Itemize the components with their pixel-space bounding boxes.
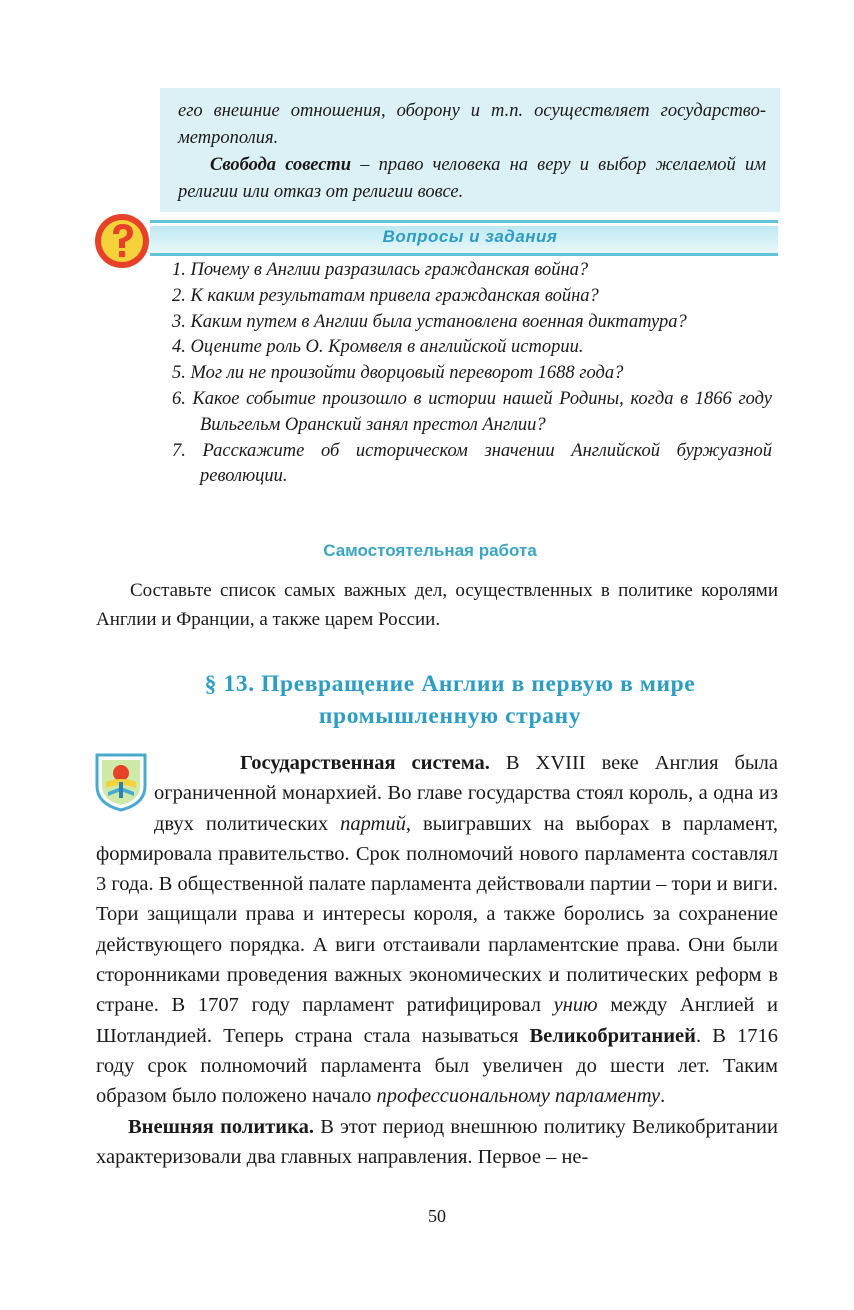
definition-continuation: его внешние отношения, оборону и т.п. осуществляет государство-метрополия. [178,101,766,148]
chapter-title-line2: промышленную страну [318,703,582,729]
paragraph-heading: Государственная система. [240,752,490,774]
questions-header-line-bottom [150,253,778,256]
freedom-of-conscience-definition [178,152,766,206]
independent-work-title: Самостоятельная работа [323,541,537,560]
definition-box [160,88,780,212]
paragraph-text: , выигравших на выборах в парламент, формировала правительство. Срок полномочий нового парламента составлял 3 года. В общественной палате парламента действовали партии – тори и виги. Тори защищали права и интересы короля, а также боролись за сохранение действующего порядка. А виги отстаивали парламентские права. Они были сторонниками проведения важных экономических и политических реформ в стране. В 1707 году парламент ратифицировал [96,812,779,1017]
definition-term: Свобода совести [210,155,352,175]
italic-term: партий [340,812,406,835]
question-item: 3. Каким путем в Англии была установлена военная диктатура? [172,311,687,332]
questions-list [172,258,772,490]
paragraph-state-system [96,748,778,1112]
questions-title: Вопросы и задания [382,227,558,246]
italic-term: профессиональному парламенту [376,1085,661,1108]
question-item: 4. Оцените роль О. Кромвеля в английской истории. [172,337,584,358]
question-mark-icon [92,212,156,270]
definition-text: – право человека на веру и выбор желаемой им религии или отказ от религии вовсе. [178,155,766,202]
italic-term: унию [553,994,598,1017]
paragraph-foreign-policy [96,1112,778,1173]
question-item: 5. Мог ли не произойти дворцовый переворот 1688 года? [172,363,624,384]
paragraph-heading: Внешняя политика. [128,1115,314,1138]
bold-term: Великобританией [529,1024,696,1047]
question-item: 6. Какое событие произошло в истории нашей Родины, когда в 1866 году Вильгельм Оранский занял престол Англии? [172,388,772,435]
question-item: 1. Почему в Англии разразилась гражданская война? [172,260,589,280]
paragraph-text: . В 1716 году срок полномочий парламента был увеличен до шести лет. Таким образом было положено начало [96,1024,778,1108]
paragraph-text: между Англией и Шотландией. Теперь страна стала называться [96,994,778,1047]
question-item: 2. К каким результатам привела гражданская война? [172,285,599,306]
independent-work-text: Составьте список самых важных дел, осуществленных в политике королями Англии и Франции, а также царем России. [96,580,778,630]
paragraph-text: В XVIII веке Англия была ограниченной монархией. Во главе государства стоял король, а одна из двух политических [154,752,778,835]
icon-spacer [96,778,154,838]
questions-header-line-top [150,220,778,223]
chapter-title-line1: § 13. Превращение Англии в первую в мире [204,671,696,697]
paragraph-text: . [660,1085,666,1108]
paragraph-text: В этот период внешнюю политику Великобритании характеризовали два главных направления. Первое – не- [96,1115,778,1168]
question-item: 7. Расскажите об историческом значении Английской буржуазной революции. [172,440,772,487]
page-number: 50 [428,1206,446,1226]
body-text [96,748,778,1172]
chapter-title [120,668,780,732]
